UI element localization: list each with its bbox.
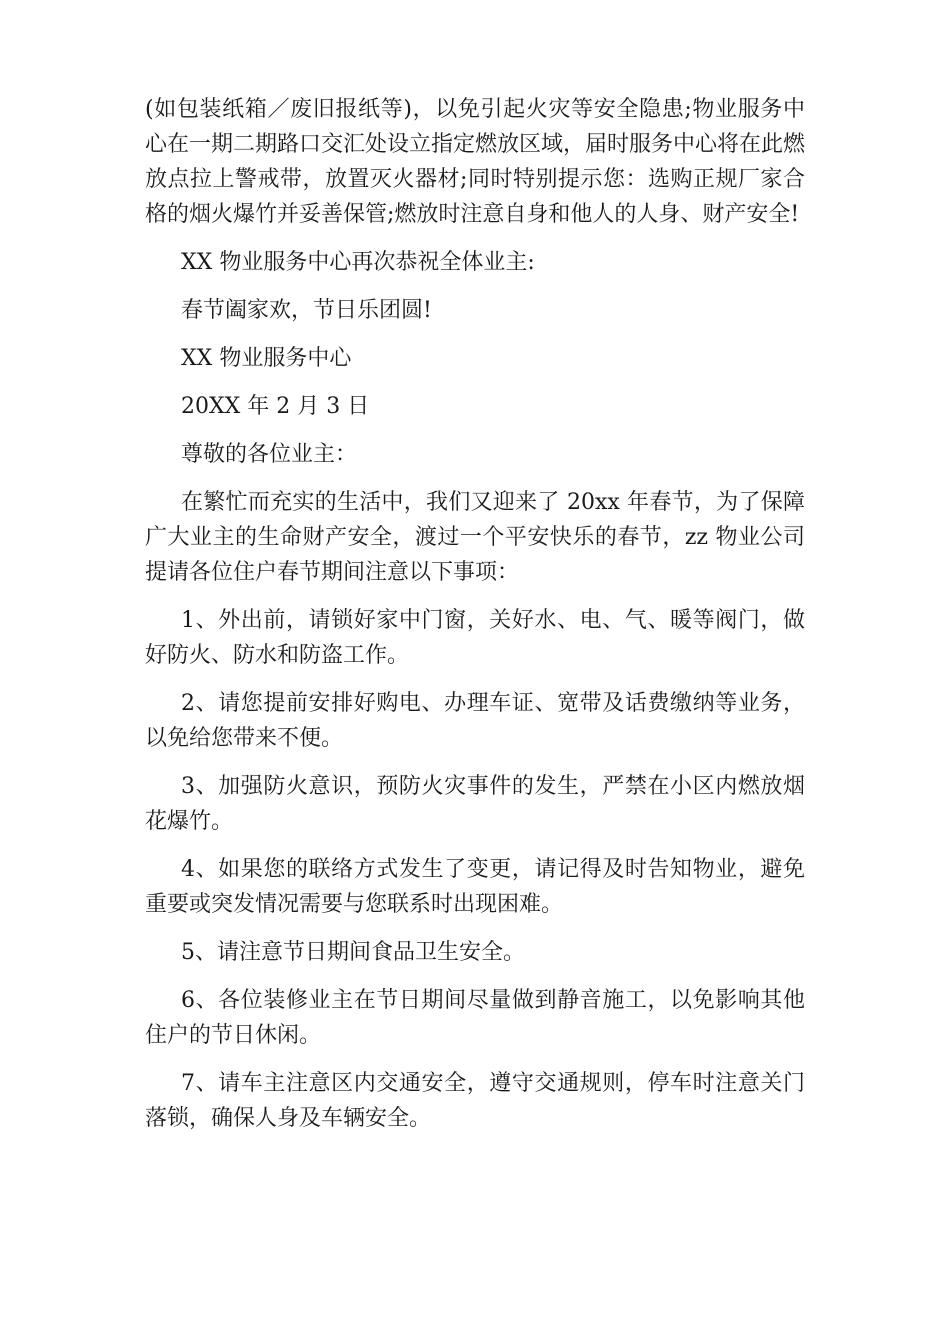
list-item: 1、外出前，请锁好家中门窗，关好水、电、气、暖等阀门，做好防火、防水和防盗工作。 [145, 608, 805, 668]
list-item: 5、请注意节日期间食品卫生安全。 [181, 940, 525, 965]
list-item: 3、加强防火意识，预防火灾事件的发生，严禁在小区内燃放烟花爆竹。 [145, 774, 805, 834]
paragraph-date: 20XX 年 2 月 3 日 [181, 394, 370, 419]
list-item: 4、如果您的联络方式发生了变更，请记得及时告知物业，避免重要或突发情况需要与您联系时出现困难。 [145, 857, 805, 917]
paragraph-greeting-intro: XX 物业服务中心再次恭祝全体业主: [181, 250, 535, 275]
paragraph-intro: 在繁忙而充实的生活中，我们又迎来了 20xx 年春节，为了保障广大业主的生命财产安全，渡过一个平安快乐的春节，zz 物业公司提请各位住户春节期间注意以下事项： [145, 490, 805, 585]
paragraph-greeting-wish: 春节阖家欢，节日乐团圆! [181, 298, 432, 323]
paragraph-salutation: 尊敬的各位业主： [181, 442, 358, 467]
paragraph-fireworks-notice: (如包装纸箱／废旧报纸等)，以免引起火灾等安全隐患;物业服务中心在一期二期路口交汇处设立指定燃放区域，届时服务中心将在此燃放点拉上警戒带，放置灭火器材;同时特别提示您：选购正规厂家合格的烟火爆竹并妥善保管;燃放时注意自身和他人的人身、财产安全! [145, 97, 806, 227]
list-item: 6、各位装修业主在节日期间尽量做到静音施工，以免影响其他住户的节日休闲。 [145, 988, 805, 1048]
document-page [145, 92, 805, 1149]
paragraph-signature: XX 物业服务中心 [181, 346, 352, 371]
list-item: 2、请您提前安排好购电、办理车证、宽带及话费缴纳等业务，以免给您带来不便。 [145, 691, 805, 751]
list-item: 7、请车主注意区内交通安全，遵守交通规则，停车时注意关门落锁，确保人身及车辆安全。 [145, 1071, 805, 1131]
